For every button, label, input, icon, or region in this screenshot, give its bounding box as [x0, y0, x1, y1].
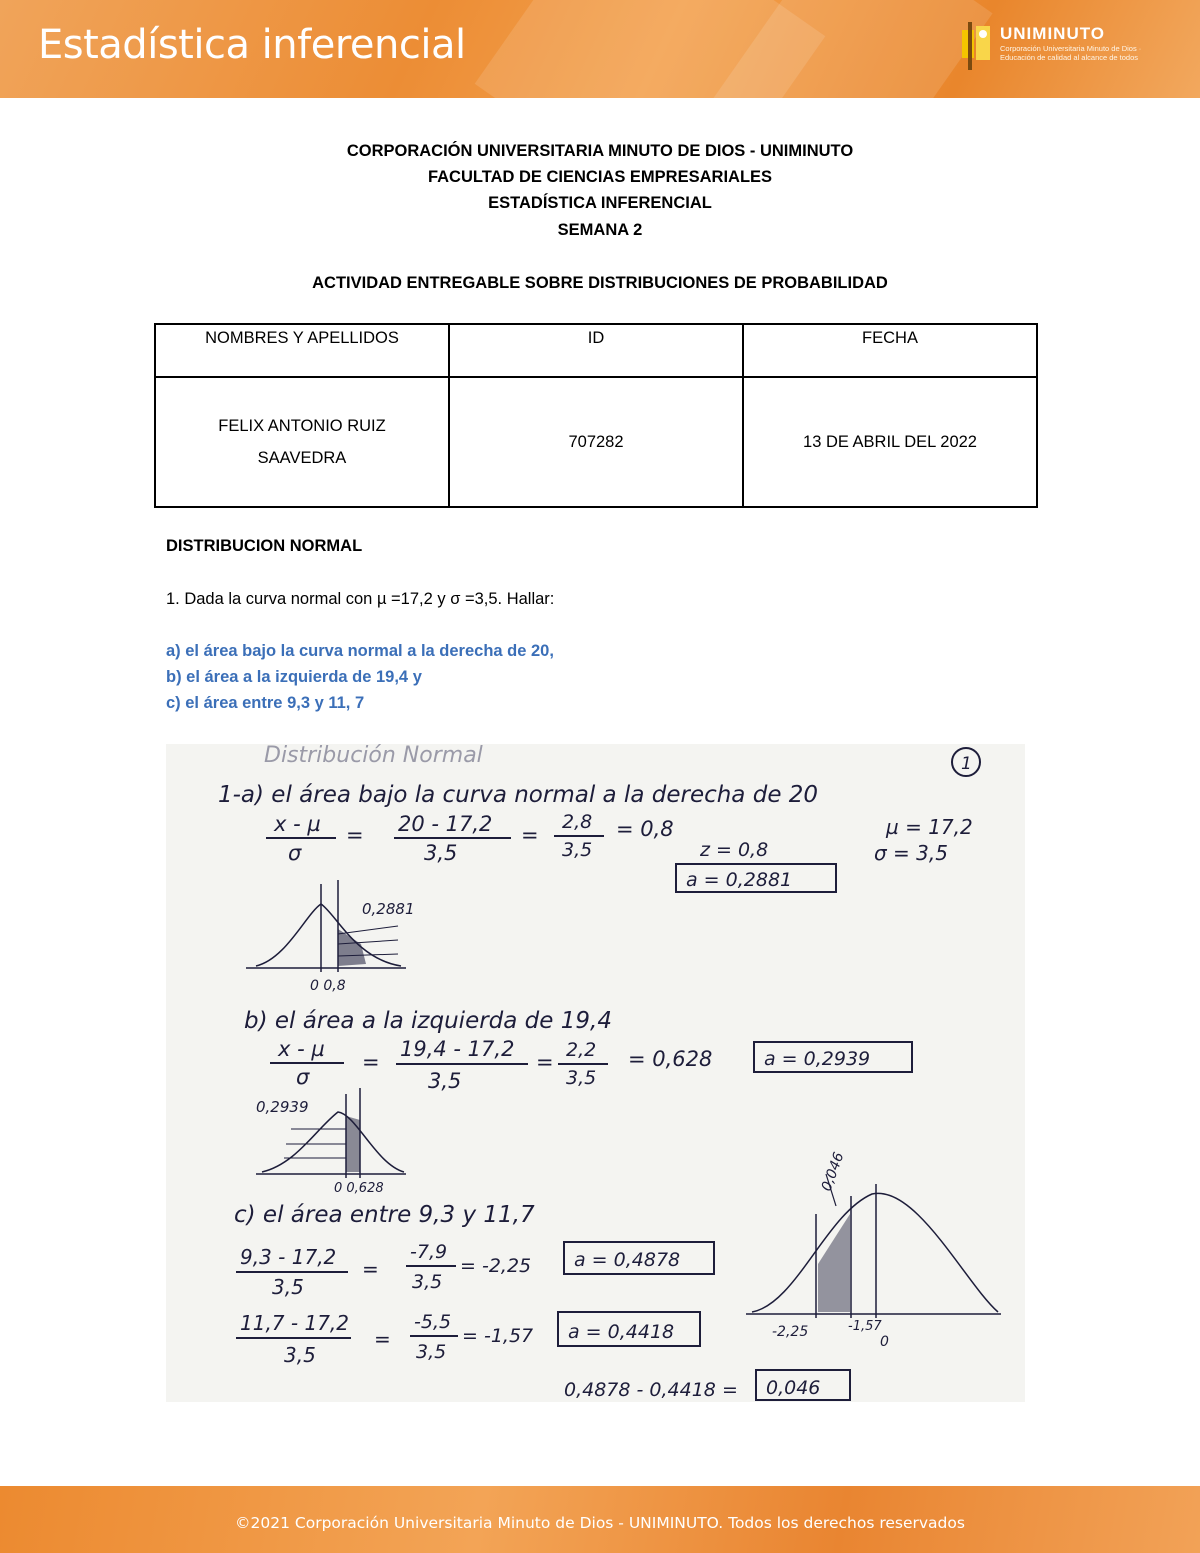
hw-c-graph-axis3: 0 [880, 1334, 889, 1350]
hw-a-mu: µ = 17,2 [886, 815, 973, 839]
hw-b-graph-label: 0,2939 [256, 1098, 309, 1116]
question-c: c) el área entre 9,3 y 11, 7 [166, 694, 365, 712]
cell-date: 13 DE ABRIL DEL 2022 [743, 377, 1037, 507]
hw-b-graph-axis: 0 0,628 [334, 1181, 384, 1196]
student-name-line2: SAAVEDRA [257, 449, 347, 467]
hw-a-result: = 0,8 [616, 817, 674, 841]
footer-copyright: ©2021 Corporación Universitaria Minuto de Dios - UNIMINUTO. Todos los derechos reservados [235, 1514, 965, 1532]
hw-c-den1b: 3,5 [412, 1271, 443, 1293]
student-info-table [154, 323, 1038, 508]
hw-a-num1: 20 - 17,2 [398, 812, 493, 836]
hw-c-res2: = -1,57 [462, 1325, 534, 1347]
logo-subtitle: Corporación Universitaria Minuto de Dios · Educación de calidad al alcance de todos [1000, 44, 1142, 62]
hw-a-num2: 2,8 [562, 811, 593, 833]
hw-c-res1: = -2,25 [460, 1255, 532, 1277]
hw-a-graph-label: 0,2881 [362, 900, 415, 918]
hw-a-area: a = 0,2881 [686, 869, 793, 891]
hw-a-lhs-den: σ [288, 841, 302, 865]
hw-a-heading: 1-a) el área bajo la curva normal a la derecha de 20 [218, 782, 819, 808]
top-banner [0, 0, 1200, 98]
heading-university: CORPORACIÓN UNIVERSITARIA MINUTO DE DIOS - UNIMINUTO [346, 142, 854, 160]
heading-activity: ACTIVIDAD ENTREGABLE SOBRE DISTRIBUCIONES DE PROBABILIDAD [312, 274, 888, 292]
hw-a-sigma: σ = 3,5 [874, 841, 948, 865]
problem-statement: 1. Dada la curva normal con µ =17,2 y σ =3,5. Hallar: [166, 590, 555, 608]
hw-b-heading: b) el área a la izquierda de 19,4 [244, 1008, 612, 1034]
hw-page-number: 1 [961, 754, 972, 774]
hw-a-lhs-num: x - µ [274, 812, 321, 836]
section-title: DISTRIBUCION NORMAL [166, 537, 363, 555]
heading-week: SEMANA 2 [557, 221, 643, 239]
cell-student-name [155, 377, 449, 507]
header-cell-id: ID [449, 324, 743, 377]
handwritten-solution-drawing [166, 744, 1025, 1402]
hw-c-final: 0,046 [766, 1377, 821, 1399]
hw-a-graph-axis: 0 0,8 [310, 978, 346, 994]
hw-c-den2b: 3,5 [416, 1341, 447, 1363]
hw-a-z: z = 0,8 [700, 839, 769, 861]
hw-c-num1: 9,3 - 17,2 [240, 1245, 337, 1269]
hw-a-den2: 3,5 [562, 839, 593, 861]
header-cell-date: FECHA [743, 324, 1037, 377]
hw-c-num1b: -7,9 [410, 1241, 448, 1263]
heading-faculty: FACULTAD DE CIENCIAS EMPRESARIALES [427, 168, 773, 186]
hw-c-num2b: -5,5 [414, 1311, 452, 1333]
hw-b-area: a = 0,2939 [764, 1048, 871, 1070]
heading-course: ESTADÍSTICA INFERENCIAL [488, 194, 712, 212]
footer-bar [0, 1486, 1200, 1553]
hw-equals: = [362, 1050, 380, 1074]
question-b: b) el área a la izquierda de 19,4 y [166, 668, 422, 686]
hw-c-den1: 3,5 [272, 1275, 304, 1299]
hw-c-den2: 3,5 [284, 1343, 316, 1367]
banner-title: Estadística inferencial [38, 22, 466, 68]
hw-b-num2: 2,2 [566, 1039, 597, 1061]
logo-name: UNIMINUTO [1000, 24, 1106, 43]
hw-c-graph-axis2: -1,57 [848, 1319, 882, 1334]
hw-c-graph-label: 0,046 [818, 1150, 848, 1194]
hw-b-den1: 3,5 [428, 1069, 462, 1093]
hw-equals: = [536, 1050, 554, 1074]
hw-c-area1: a = 0,4878 [574, 1249, 681, 1271]
hw-a-normal-curve [246, 880, 406, 972]
table-row [155, 377, 1037, 507]
hw-b-result: = 0,628 [628, 1047, 713, 1071]
student-name-line1: FELIX ANTONIO RUIZ [218, 417, 386, 435]
header-cell-name: NOMBRES Y APELLIDOS [155, 324, 449, 377]
hw-c-graph-axis1: -2,25 [772, 1324, 809, 1340]
handwritten-solution-scan [166, 744, 1025, 1402]
hw-c-heading: c) el área entre 9,3 y 11,7 [234, 1202, 535, 1228]
hw-c-normal-curve [746, 1174, 1001, 1318]
question-a: a) el área bajo la curva normal a la derecha de 20, [166, 642, 554, 660]
hw-b-lhs-den: σ [296, 1065, 310, 1089]
hw-equals: = [521, 823, 539, 847]
table-header-row [155, 324, 1037, 377]
hw-equals: = [346, 823, 364, 847]
hw-title: Distribución Normal [264, 744, 483, 768]
hw-b-den2: 3,5 [566, 1067, 597, 1089]
hw-c-final-expr: 0,4878 - 0,4418 = [564, 1379, 738, 1401]
cell-student-id: 707282 [449, 377, 743, 507]
hw-equals: = [362, 1257, 379, 1281]
hw-equals: = [374, 1327, 391, 1351]
hw-c-area2: a = 0,4418 [568, 1321, 675, 1343]
hw-b-num1: 19,4 - 17,2 [400, 1037, 515, 1061]
hw-c-num2: 11,7 - 17,2 [240, 1311, 349, 1335]
hw-a-den1: 3,5 [424, 841, 458, 865]
hw-b-lhs-num: x - µ [278, 1037, 325, 1061]
